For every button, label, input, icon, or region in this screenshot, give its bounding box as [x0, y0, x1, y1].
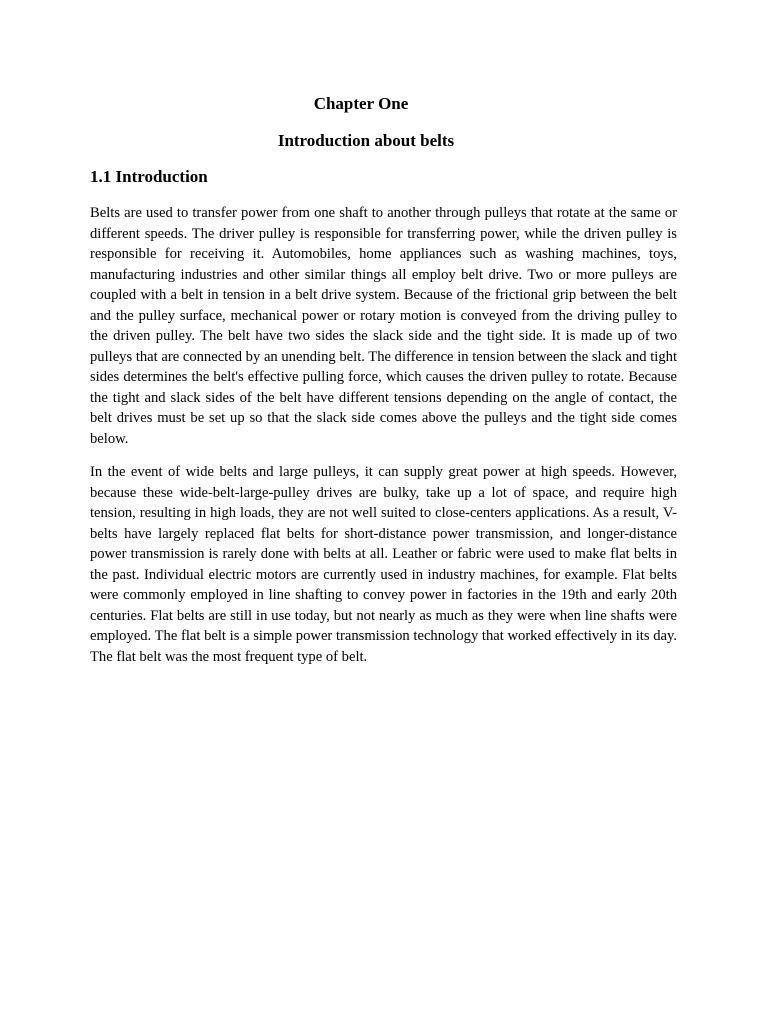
section-heading: 1.1 Introduction — [90, 167, 208, 186]
chapter-title: Introduction about belts — [277, 131, 455, 150]
body-paragraph: In the event of wide belts and large pulleys, it can supply great power at high speeds. However, because these wide-belt-large-pulley drives are bulky, take up a lot of space, and require high tension, resulting in high loads, they are not well suited to close-centers applications. As a result, V-belts have largely replaced flat belts for short-distance power transmission, and longer-distance power transmission is rarely done with belts at all. Leather or fabric were used to make flat belts in the past. Individual electric motors are currently used in industry machines, for example. Flat belts were commonly employed in line shafting to convey power in factories in the 19th and early 20th centuries. Flat belts are still in use today, but not nearly as much as they were when line shafts were employed. The flat belt is a simple power transmission technology that worked effectively in its day. The flat belt was the most frequent type of belt. — [90, 464, 677, 665]
body-paragraph: Belts are used to transfer power from one shaft to another through pulleys that rotate at the same or different speeds. The driver pulley is responsible for transferring power, while the driven pulley is responsible for receiving it. Automobiles, home appliances such as washing machines, toys, manufacturing industries and other similar things all employ belt drive. Two or more pulleys are coupled with a belt in tension in a belt drive system. Because of the frictional grip between the belt and the pulley surface, mechanical power or rotary motion is conveyed from the driving pulley to the driven pulley. The belt have two sides the slack side and the tight side. It is made up of two pulleys that are connected by an unending belt. The difference in tension between the slack and tight sides determines the belt's effective pulling force, which causes the driven pulley to rotate. Because the tight and slack sides of the belt have different tensions depending on the angle of contact, the belt drives must be set up so that the slack side comes above the pulleys and the tight side comes below. — [90, 205, 677, 447]
chapter-label: Chapter One — [313, 94, 409, 113]
